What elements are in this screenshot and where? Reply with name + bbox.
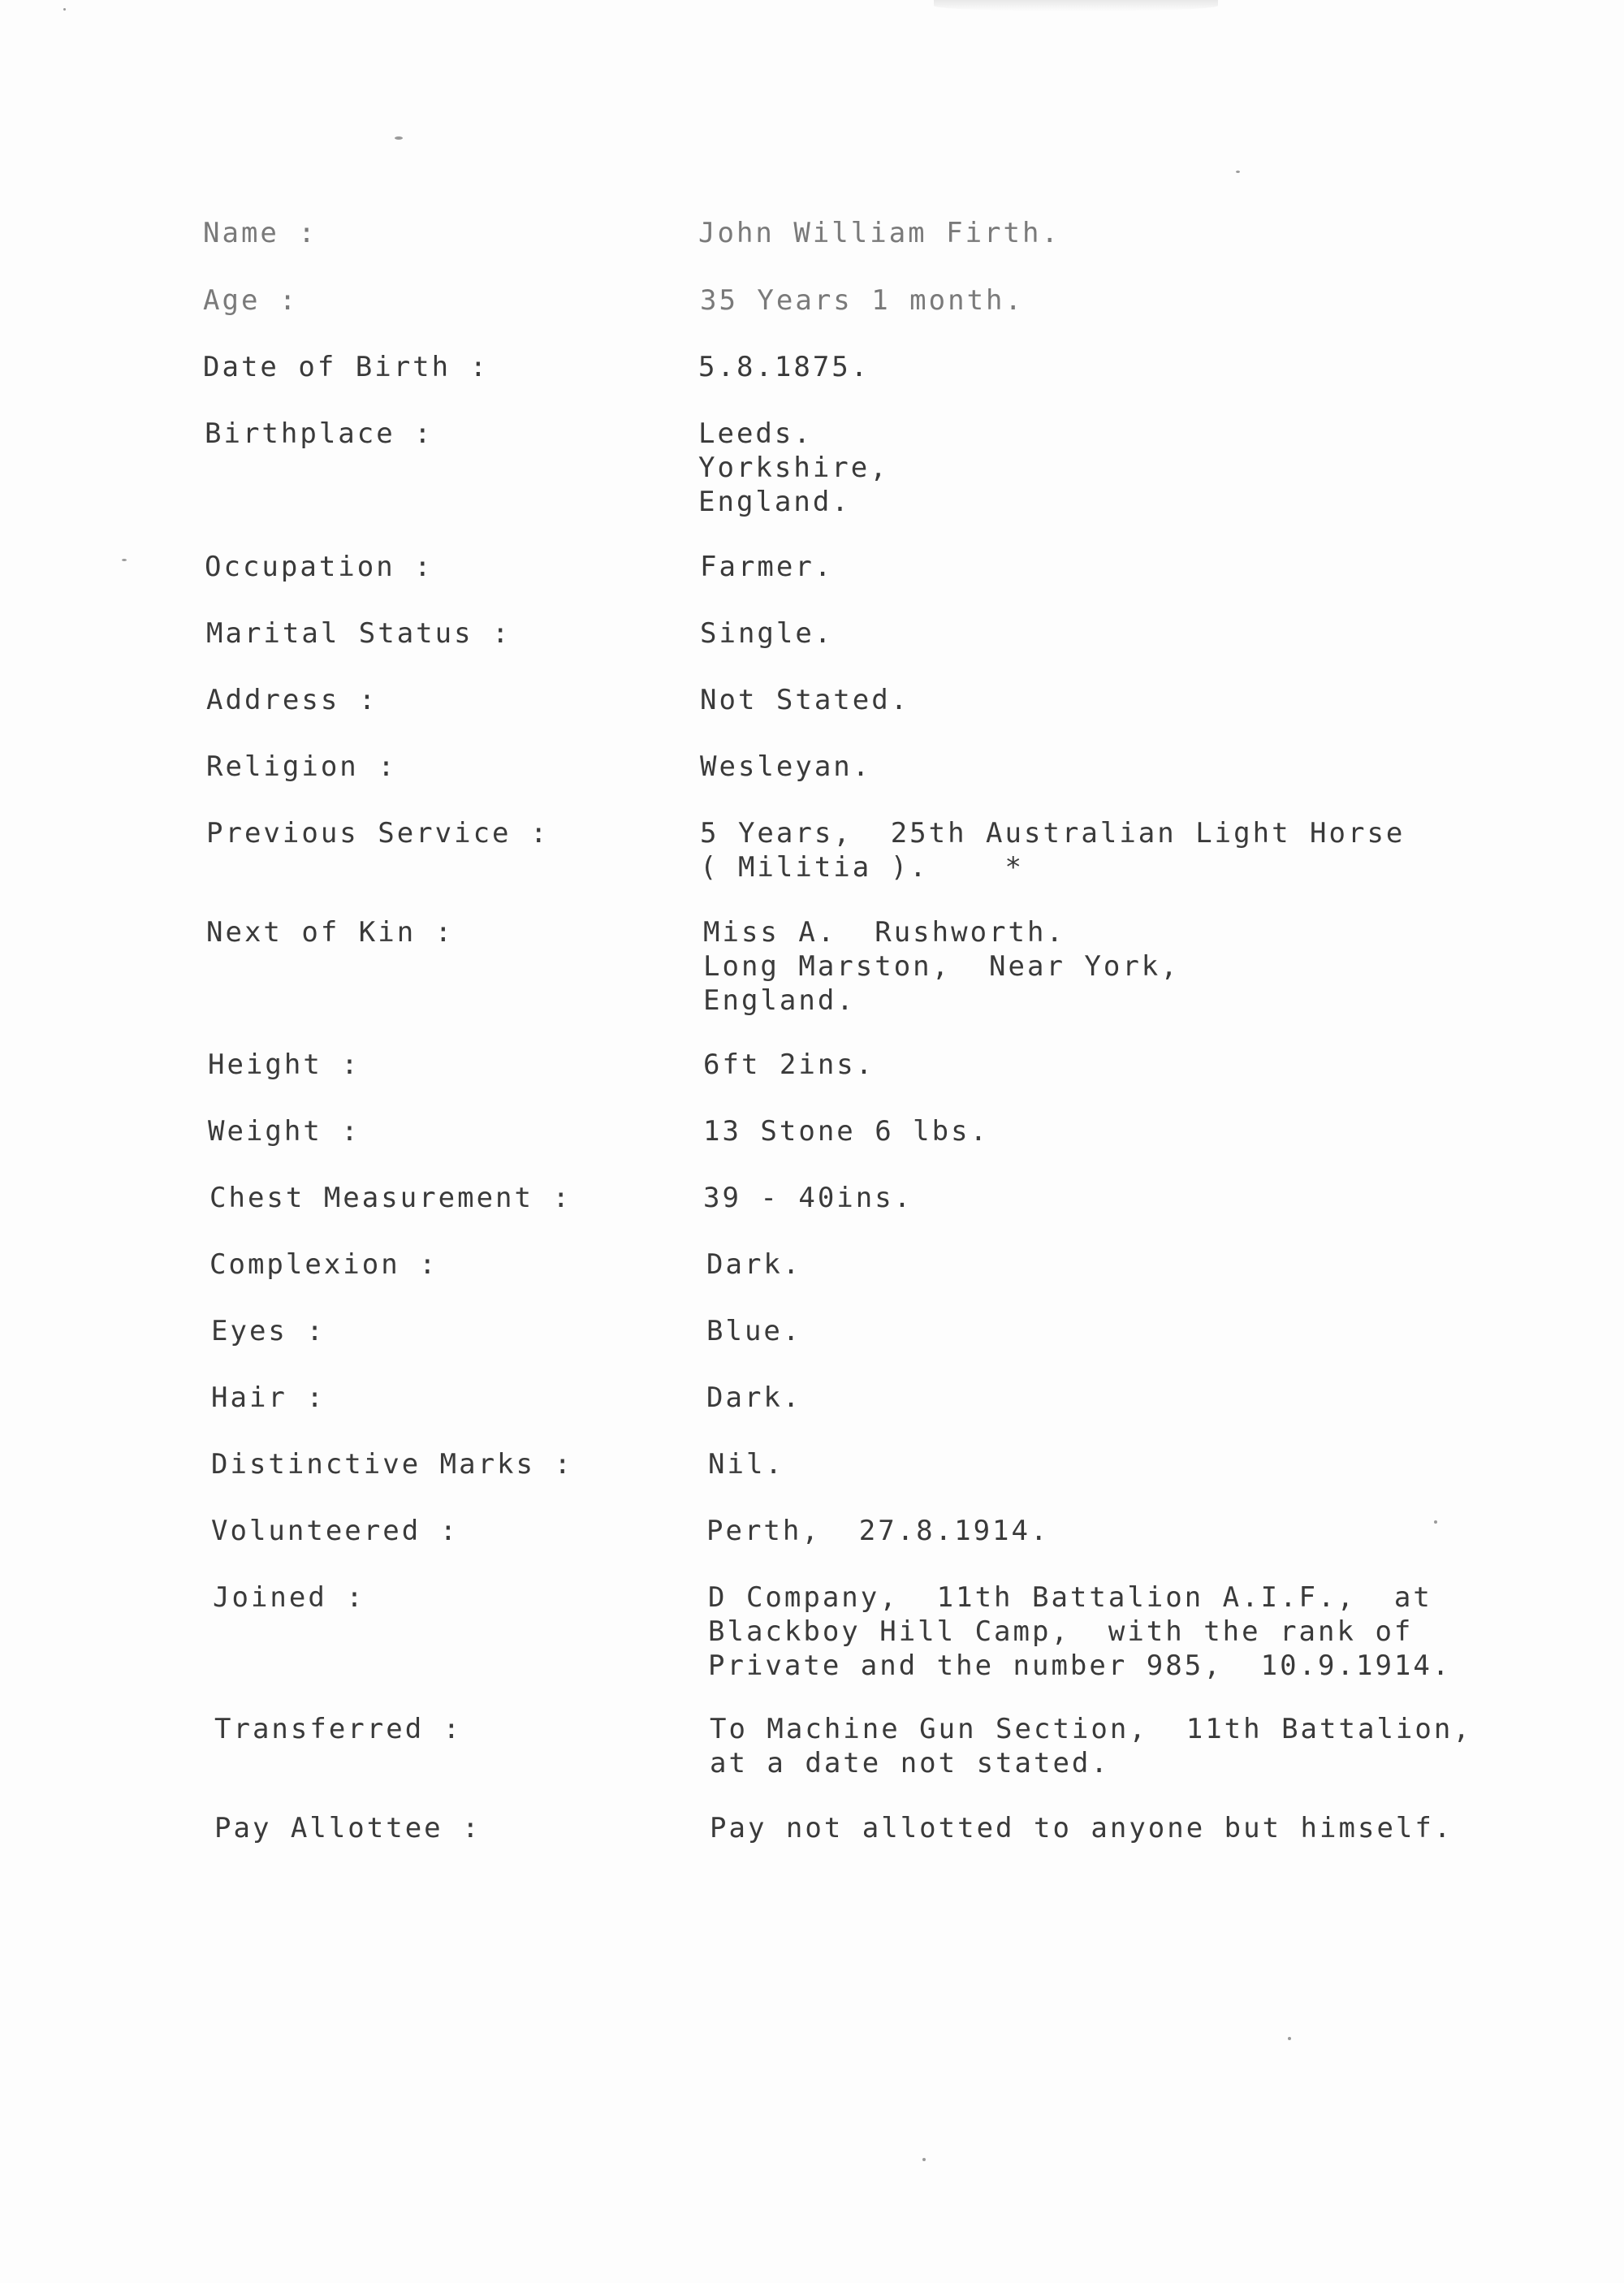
field-value-line: Perth, 27.8.1914. (706, 1515, 1050, 1547)
field-value-line: Dark. (706, 1381, 802, 1414)
field-label: Volunteered : (211, 1515, 460, 1547)
scan-speck (122, 559, 127, 561)
scan-shadow (934, 0, 1218, 11)
field-label: Distinctive Marks : (211, 1448, 573, 1481)
field-value (700, 816, 1577, 884)
field-value (710, 1712, 1587, 1780)
field-value (700, 683, 1577, 717)
field-value (698, 417, 1575, 519)
field-value (698, 350, 1575, 384)
field-label: Weight : (208, 1115, 361, 1148)
field-value-line: John William Firth. (698, 217, 1060, 249)
field-label: Occupation : (205, 551, 434, 583)
field-value-line: 6ft 2ins. (703, 1049, 875, 1081)
field-label: Pay Allottee : (214, 1812, 482, 1844)
field-value-line: 39 - 40ins. (703, 1182, 914, 1214)
field-value-line: 5 Years, 25th Australian Light Horse (700, 817, 1406, 850)
field-value (706, 1514, 1583, 1548)
field-value-line: Nil. (708, 1448, 784, 1481)
field-label: Eyes : (211, 1315, 326, 1347)
field-value-line: Long Marston, Near York, (703, 950, 1180, 983)
field-label: Age : (203, 284, 299, 317)
field-value (706, 1314, 1583, 1348)
scan-speck (1236, 171, 1240, 173)
field-value-line: Blackboy Hill Camp, with the rank of (708, 1615, 1414, 1648)
scan-speck (1288, 2037, 1291, 2040)
field-value-line: England. (698, 486, 851, 518)
field-value-line: 5.8.1875. (698, 351, 870, 383)
field-value (700, 750, 1577, 784)
scan-speck (63, 8, 66, 11)
field-value (708, 1447, 1585, 1481)
field-value-line: Pay not allotted to anyone but himself. (710, 1812, 1453, 1844)
field-label: Hair : (211, 1381, 326, 1414)
field-value-line: Private and the number 985, 10.9.1914. (708, 1650, 1452, 1682)
field-value-line: Single. (700, 617, 834, 650)
field-value (703, 915, 1580, 1018)
field-label: Address : (206, 684, 378, 716)
field-value-line: Dark. (706, 1248, 802, 1281)
field-value-line: Blue. (706, 1315, 802, 1347)
field-value (700, 550, 1577, 584)
field-value-line: D Company, 11th Battalion A.I.F., at (708, 1581, 1432, 1614)
field-value-line: 13 Stone 6 lbs. (703, 1115, 990, 1148)
field-value-line: Farmer. (700, 551, 834, 583)
field-label: Previous Service : (206, 817, 550, 850)
field-value (700, 283, 1577, 318)
field-value-line: Not Stated. (700, 684, 910, 716)
scan-speck (395, 136, 403, 140)
field-label: Date of Birth : (203, 351, 490, 383)
field-value-line: Leeds. (698, 417, 813, 450)
field-label: Birthplace : (205, 417, 434, 450)
scan-speck (922, 2158, 926, 2161)
field-value (698, 216, 1575, 250)
field-value-line: Yorkshire, (698, 452, 889, 484)
field-value (710, 1811, 1587, 1845)
field-label: Next of Kin : (206, 916, 455, 949)
field-value (708, 1580, 1585, 1683)
field-value (703, 1181, 1580, 1215)
field-value-line: at a date not stated. (710, 1747, 1110, 1779)
field-value-line: England. (703, 984, 856, 1017)
field-label: Height : (208, 1049, 361, 1081)
field-value-line: 35 Years 1 month. (700, 284, 1024, 317)
field-label: Joined : (213, 1581, 365, 1614)
field-label: Marital Status : (206, 617, 512, 650)
field-value-line: Wesleyan. (700, 750, 872, 783)
field-label: Religion : (206, 750, 397, 783)
field-value (703, 1114, 1580, 1148)
field-value (706, 1247, 1583, 1282)
field-label: Name : (203, 217, 317, 249)
field-value-line: To Machine Gun Section, 11th Battalion, (710, 1713, 1472, 1745)
field-label: Chest Measurement : (209, 1182, 572, 1214)
field-value (700, 616, 1577, 651)
field-label: Complexion : (209, 1248, 438, 1281)
field-label: Transferred : (214, 1713, 463, 1745)
field-value-line: Miss A. Rushworth. (703, 916, 1065, 949)
field-value (703, 1048, 1580, 1082)
field-value-line: ( Militia ). * (700, 851, 1024, 884)
field-value (706, 1381, 1583, 1415)
